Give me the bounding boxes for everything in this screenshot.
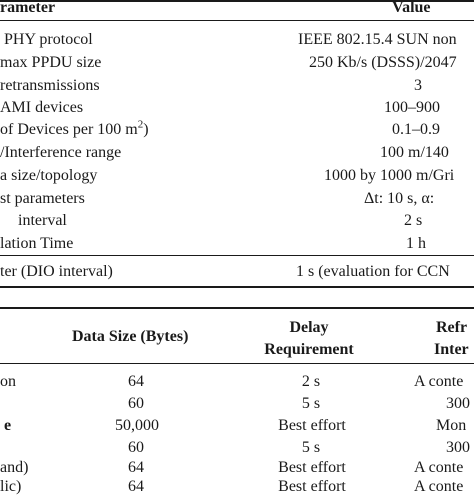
table2-header-data-size: Data Size (Bytes) bbox=[72, 328, 189, 345]
table2-row-3-size: 50,000 bbox=[115, 417, 159, 434]
table2-top-rule bbox=[0, 307, 474, 309]
table1-row-10-value: 1 h bbox=[406, 235, 426, 252]
table1-row-4-param: AMI devices bbox=[0, 99, 84, 116]
table1-row-2-value: 250 Kb/s (DSSS)/2047 bbox=[309, 54, 457, 71]
table2-row-1-refresh: A conte bbox=[414, 373, 464, 390]
table2-row-4-size: 60 bbox=[128, 439, 144, 456]
table1-bottom-rule bbox=[0, 286, 474, 288]
table2-row-6-refresh: A conte bbox=[414, 478, 464, 495]
table2-row-4-delay: 5 s bbox=[301, 439, 321, 456]
table2-row-3-refresh: Mon bbox=[436, 417, 467, 434]
table1-divider-rule bbox=[0, 255, 474, 256]
table2-row-5-refresh: A conte bbox=[414, 459, 464, 476]
table1-footer-param: ter (DIO interval) bbox=[0, 263, 113, 280]
table2-header-rule bbox=[0, 363, 474, 364]
table2-row-6-name: lic) bbox=[0, 478, 22, 495]
table1-row-9-value: 2 s bbox=[404, 212, 423, 229]
table1-row-7-param: a size/topology bbox=[0, 167, 98, 184]
table2-row-2-refresh: 300 bbox=[446, 395, 470, 412]
table1-row-8-value: Δt: 10 s, α: bbox=[364, 190, 435, 207]
table1-header-rule bbox=[0, 20, 474, 21]
table2-header-delay-line2: Requirement bbox=[264, 341, 354, 358]
table1-row-10-param: lation Time bbox=[0, 235, 74, 252]
table2-row-3-name: e bbox=[4, 417, 12, 434]
table2-row-3-delay: Best effort bbox=[278, 417, 346, 434]
table1-row-5-param-suffix: ) bbox=[143, 121, 149, 138]
table2-row-6-delay: Best effort bbox=[278, 478, 346, 495]
table2-row-5-delay: Best effort bbox=[278, 459, 346, 476]
table2-row-1-delay: 2 s bbox=[301, 373, 321, 390]
table1-row-7-value: 1000 by 1000 m/Gri bbox=[324, 167, 455, 184]
table1-row-6-param: /Interference range bbox=[0, 144, 122, 161]
table1-row-3-value: 3 bbox=[414, 77, 422, 94]
table1-header-parameter: rameter bbox=[0, 0, 56, 16]
table2-row-6-size: 64 bbox=[128, 478, 144, 495]
table1-row-5-param-sup: 2 bbox=[137, 118, 144, 131]
table2-row-5-name: and) bbox=[0, 459, 29, 476]
table1-row-8-param: st parameters bbox=[0, 190, 85, 207]
table2-row-1-name: on bbox=[0, 373, 16, 390]
table2-header-refresh-line2: Inter bbox=[434, 341, 469, 358]
table2-row-4-refresh: 300 bbox=[446, 439, 470, 456]
table2-header-refresh-line1: Refr bbox=[436, 319, 468, 336]
table1-row-5-value: 0.1–0.9 bbox=[392, 121, 440, 138]
table1-row-2-param: max PPDU size bbox=[0, 54, 102, 71]
table1-footer-value: 1 s (evaluation for CCN bbox=[296, 263, 450, 280]
table1-row-1-param: PHY protocol bbox=[4, 31, 93, 48]
table1-row-1-value: IEEE 802.15.4 SUN non bbox=[298, 31, 457, 48]
table1-row-5-param-text: of Devices per 100 m bbox=[0, 121, 138, 138]
table1-header-value: Value bbox=[392, 0, 431, 16]
table1-row-3-param: retransmissions bbox=[0, 77, 100, 94]
table1-row-4-value: 100–900 bbox=[384, 99, 440, 116]
table1-row-5-param bbox=[0, 120, 149, 140]
table2-row-1-size: 64 bbox=[128, 373, 144, 390]
table2-row-2-delay: 5 s bbox=[301, 395, 321, 412]
table1-row-6-value: 100 m/140 bbox=[380, 144, 449, 161]
table2-row-2-size: 60 bbox=[128, 395, 144, 412]
table2-header-delay-line1: Delay bbox=[289, 319, 329, 336]
table1-row-9-param: interval bbox=[18, 212, 67, 229]
table2-row-5-size: 64 bbox=[128, 459, 144, 476]
